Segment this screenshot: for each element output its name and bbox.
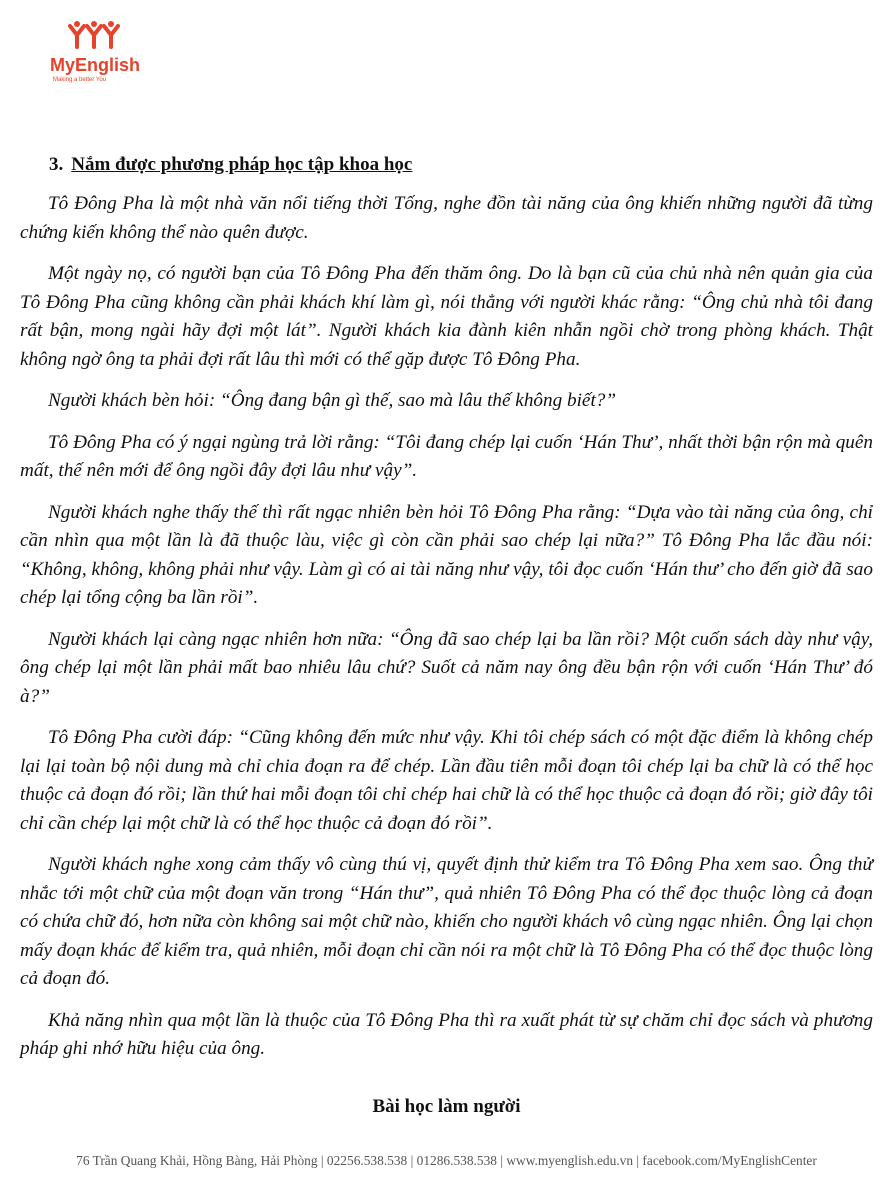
brand-logo: [44, 20, 154, 90]
paragraph: Tô Đông Pha cười đáp: “Cũng không đến mức như vậy. Khi tôi chép sách có một đặc điểm là không chép lại lại toàn bộ nội dung mà chỉ chia đoạn ra để chép. Lần đầu tiên mỗi đoạn tôi chép lại ba chữ là có thể học thuộc cả đoạn đó rồi; lần thứ hai mỗi đoạn tôi chỉ chép hai chữ là có thể học thuộc cả đoạn đó rồi; giờ đây tôi chỉ cần chép lại một chữ là có thể học thuộc cả đoạn đó rồi”.: [20, 727, 873, 834]
paragraph: Tô Đông Pha là một nhà văn nổi tiếng thời Tống, nghe đồn tài năng của ông khiến những người đã từng chứng kiến không thể nào quên được.: [20, 193, 873, 243]
section-heading: [49, 154, 412, 176]
paragraph: Người khách bèn hỏi: “Ông đang bận gì thế, sao mà lâu thế không biết?”: [48, 390, 617, 411]
page-footer: 76 Trần Quang Khải, Hồng Bàng, Hải Phòng | 02256.538.538 | 01286.538.538 | www.myenglish.edu.vn | facebook.com/MyEnglishCenter: [76, 1153, 817, 1168]
closing-heading: Bài học làm người: [372, 1096, 521, 1117]
logo-tagline: Making a better You: [53, 77, 107, 83]
people-logo-icon: [66, 20, 126, 50]
paragraph: Người khách nghe thấy thế thì rất ngạc nhiên bèn hỏi Tô Đông Pha rằng: “Dựa vào tài năng của ông, chỉ cần nhìn qua một lần là đã thuộc làu, việc gì còn cần phải sao chép lại nữa?” Tô Đông Pha lắc đầu nói: “Không, không, không phải như vậy. Làm gì có ai tài năng như vậy, tôi đọc cuốn ‘Hán thư’ cho đến giờ đã sao chép lại tổng cộng ba lần rồi”.: [20, 501, 873, 608]
paragraph: Tô Đông Pha có ý ngại ngùng trả lời rằng: “Tôi đang chép lại cuốn ‘Hán Thư’, nhất thời bận rộn mà quên mất, thế nên mới để ông ngồi đây đợi lâu như vậy”.: [20, 431, 873, 481]
paragraph: Người khách nghe xong cảm thấy vô cùng thú vị, quyết định thử kiểm tra Tô Đông Pha xem sao. Ông thử nhắc tới một chữ của một đoạn văn trong “Hán thư”, quả nhiên Tô Đông Pha có thể đọc thuộc lòng cả đoạn có chứa chữ đó, hơn nữa còn không sai một chữ nào, khiến cho người khách vô cùng ngạc nhiên. Ông lại chọn mấy đoạn khác để kiểm tra, quả nhiên, mỗi đoạn chỉ cần nói ra một chữ là Tô Đông Pha có thể đọc thuộc lòng cả đoạn đó.: [20, 854, 873, 989]
section-title: Nắm được phương pháp học tập khoa học: [71, 154, 413, 175]
story-body: [20, 190, 873, 1077]
logo-name: MyEnglish: [50, 55, 141, 75]
section-number: 3.: [49, 154, 64, 175]
paragraph: Một ngày nọ, có người bạn của Tô Đông Pha đến thăm ông. Do là bạn cũ của chủ nhà nên quản gia của Tô Đông Pha cũng không cần phải khách khí làm gì, nói thẳng với người khác rằng: “Ông chủ nhà tôi đang rất bận, mong ngài hãy đợi một lát”. Người khách kia đành kiên nhẫn ngồi chờ trong phòng khách. Thật không ngờ ông ta phải đợi rất lâu thì mới có thể gặp được Tô Đông Pha.: [20, 263, 873, 370]
paragraph: Người khách lại càng ngạc nhiên hơn nữa: “Ông đã sao chép lại ba lần rồi? Một cuốn sách dày như vậy, ông chép lại một lần phải mất bao nhiêu lâu chứ? Suốt cả năm nay ông đều bận rộn với cuốn ‘Hán Thư’ đó à?”: [20, 628, 873, 707]
paragraph: Khả năng nhìn qua một lần là thuộc của Tô Đông Pha thì ra xuất phát từ sự chăm chỉ đọc sách và phương pháp ghi nhớ hữu hiệu của ông.: [20, 1009, 873, 1059]
